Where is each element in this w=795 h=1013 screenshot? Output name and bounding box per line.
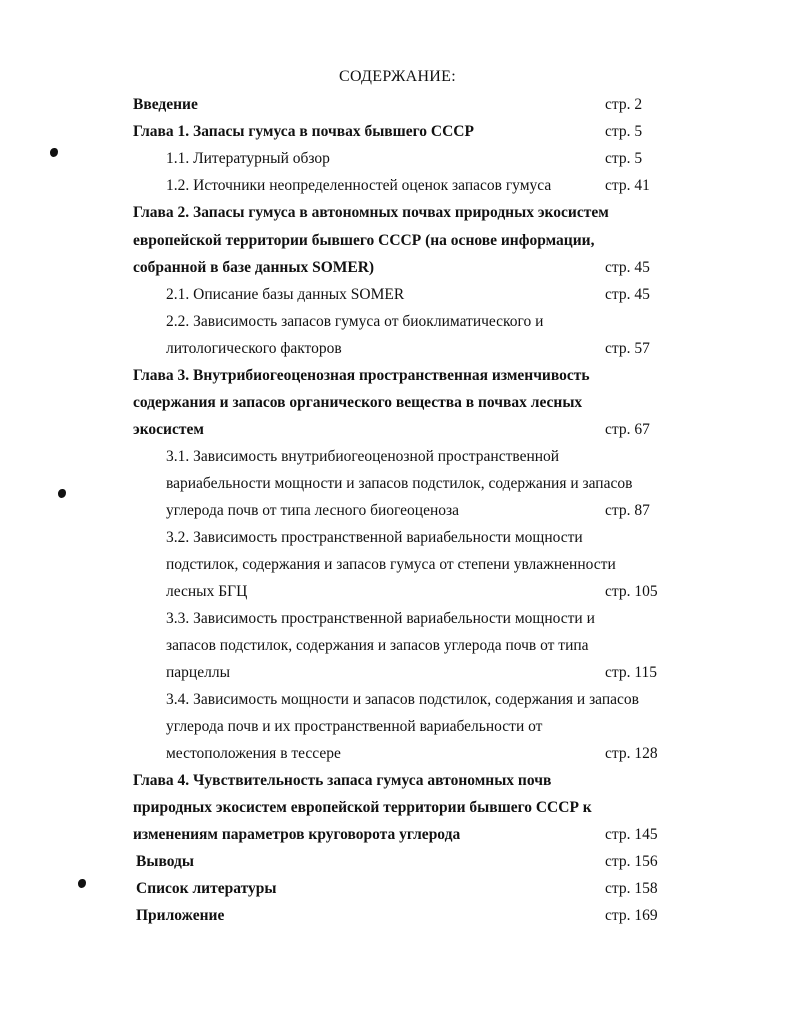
toc-entry-chapter-4-line: природных экосистем европейской территории бывшего СССР к [133,799,592,816]
toc-entry-chapter-3-line: содержания и запасов органического вещества в почвах лесных [133,394,583,411]
toc-page: стр. 128 [605,745,658,762]
toc-entry-appendix: Приложение [136,907,225,924]
toc-entry-3-3-line: парцеллы [166,664,230,681]
toc-entry-3-2-line: подстилок, содержания и запасов гумуса от степени увлажненности [166,556,616,573]
toc-page: стр. 158 [605,880,658,897]
toc-entry-3-1-line: 3.1. Зависимость внутрибиогеоценозной пространственной [166,448,560,465]
toc-entry-references: Список литературы [136,880,277,897]
toc-entry-chapter-4-line: Глава 4. Чувствительность запаса гумуса автономных почв [133,772,552,789]
toc-page: стр. 2 [605,96,643,113]
toc-entry-chapter-3-line: Глава 3. Внутрибиогеоценозная пространственная изменчивость [133,367,590,384]
toc-page: стр. 67 [605,421,650,438]
toc-entry-3-4-line: углерода почв и их пространственной вариабельности от [166,718,543,735]
toc-page: стр. 45 [605,259,650,276]
toc-entry-chapter-3-line: экосистем [133,421,204,438]
toc-entry-2-2-line: 2.2. Зависимость запасов гумуса от биоклиматического и [166,313,544,330]
toc-entry-chapter-1: Глава 1. Запасы гумуса в почвах бывшего СССР [133,123,474,140]
toc-entry-3-2-line: лесных БГЦ [166,583,248,600]
toc-page: стр. 156 [605,853,658,870]
toc-entry-chapter-2-line: собранной в базе данных SOMER) [133,259,375,276]
toc-page: стр. 105 [605,583,658,600]
toc-page: стр. 5 [605,123,643,140]
toc-entry-3-4-line: 3.4. Зависимость мощности и запасов подстилок, содержания и запасов [166,691,639,708]
toc-entry-intro: Введение [133,96,198,113]
toc-page: стр. 87 [605,502,650,519]
toc-entry-2-1: 2.1. Описание базы данных SOMER [166,286,405,303]
toc-entry-1-2: 1.2. Источники неопределенностей оценок запасов гумуса [166,177,552,194]
toc-entry-chapter-2-line: Глава 2. Запасы гумуса в автономных почвах природных экосистем [133,204,609,221]
toc-page: стр. 45 [605,286,650,303]
toc-entry-3-2-line: 3.2. Зависимость пространственной вариабельности мощности [166,529,583,546]
scan-speck [50,148,58,157]
toc-entry-chapter-2-line: европейской территории бывшего СССР (на основе информации, [133,232,595,249]
toc-page: стр. 5 [605,150,643,167]
toc-page: стр. 145 [605,826,658,843]
toc-page: стр. 41 [605,177,650,194]
toc-entry-chapter-4-line: изменениям параметров круговорота углерода [133,826,461,843]
toc-entry-3-3-line: запасов подстилок, содержания и запасов углерода почв от типа [166,637,589,654]
toc-entry-3-1-line: углерода почв от типа лесного биогеоценоза [166,502,460,519]
toc-page: стр. 57 [605,340,650,357]
toc-entry-3-1-line: вариабельности мощности и запасов подстилок, содержания и запасов [166,475,633,492]
scan-speck [58,489,66,498]
toc-entry-1-1: 1.1. Литературный обзор [166,150,330,167]
scan-speck [78,879,86,888]
toc-entry-2-2-line: литологического факторов [166,340,342,357]
toc-entry-3-4-line: местоположения в тессере [166,745,341,762]
toc-entry-3-3-line: 3.3. Зависимость пространственной вариабельности мощности и [166,610,595,627]
page-title: СОДЕРЖАНИЕ: [339,68,456,85]
toc-entry-conclusions: Выводы [136,853,194,870]
toc-page: стр. 115 [605,664,658,681]
toc-page: стр. 169 [605,907,658,924]
